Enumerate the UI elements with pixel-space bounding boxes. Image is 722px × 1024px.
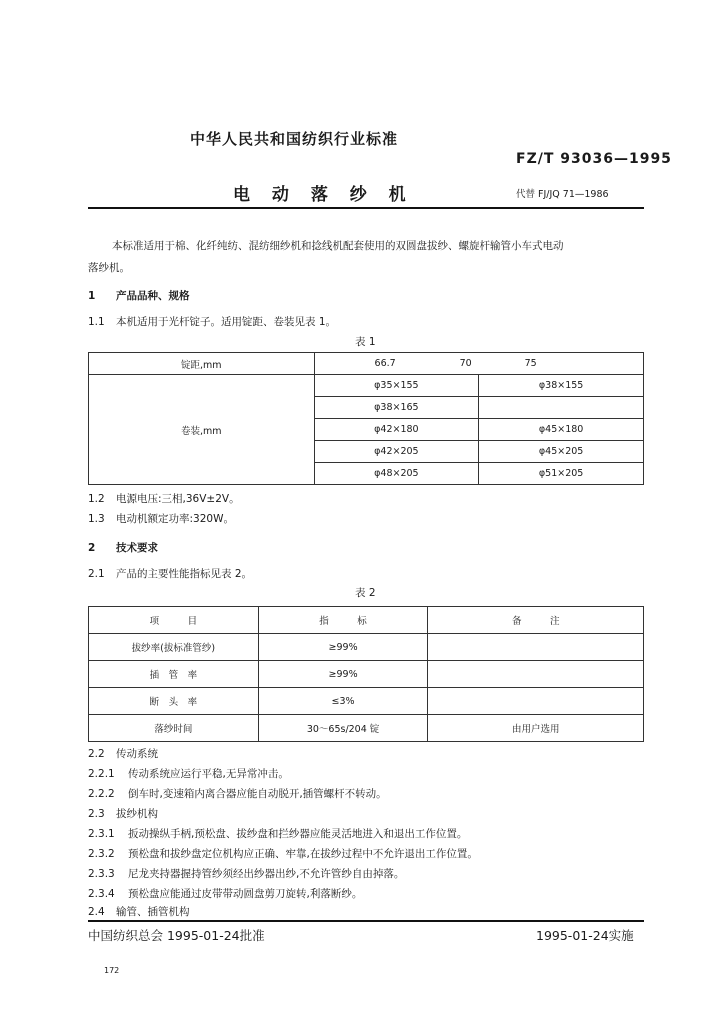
table-cell: ≥99%: [258, 661, 428, 688]
table-cell: φ51×205: [479, 463, 644, 485]
document-title: 电 动 落 纱 机: [233, 185, 414, 205]
table-cell: 插 管 率: [89, 661, 259, 688]
table-cell: ≤3%: [258, 688, 428, 715]
clause-text: 输管、插管机构: [116, 906, 190, 918]
table-cell: 落纱时间: [89, 715, 259, 742]
table-cell: φ45×205: [479, 441, 644, 463]
table-cell: φ45×180: [479, 419, 644, 441]
clause-2-3-4: [88, 886, 362, 901]
clause-2-3-2: [88, 846, 478, 861]
table-row: [89, 353, 644, 375]
clause-text: 电源电压:三相,36V±2V。: [116, 493, 240, 505]
table-row: [89, 688, 644, 715]
section-1-heading: [88, 288, 190, 303]
clause-2-2-1: [88, 766, 289, 781]
clause-1-1: [88, 314, 336, 329]
table-cell: φ42×180: [314, 419, 479, 441]
table-cell: φ42×205: [314, 441, 479, 463]
intro-line-2: 落纱机。: [88, 262, 130, 274]
approval-note: 中国纺织总会 1995-01-24批准: [88, 928, 265, 943]
table-header-cell: 指 标: [258, 607, 428, 634]
pitch-value: 66.7: [374, 358, 396, 369]
table-cell: [314, 353, 643, 375]
table-cell: φ38×165: [314, 397, 479, 419]
clause-number: 2.2: [88, 748, 105, 760]
table-header-cell: 项 目: [89, 607, 259, 634]
clause-number: 2.3.4: [88, 888, 115, 900]
clause-text: 预松盘和拔纱盘定位机构应正确、牢靠,在拔纱过程中不允许退出工作位置。: [128, 848, 478, 860]
clause-text: 本机适用于光杆锭子。适用锭距、卷装见表 1。: [116, 316, 337, 328]
pitch-value: 70: [459, 358, 472, 369]
table-row: [89, 634, 644, 661]
clause-2-1: [88, 566, 252, 581]
table-row: [89, 375, 644, 397]
replaces-note: 代替 FJ/JQ 71—1986: [516, 189, 609, 200]
table-cell: ≥99%: [258, 634, 428, 661]
clause-number: 1.2: [88, 493, 105, 505]
clause-text: 预松盘应能通过皮带带动圆盘剪刀旋转,利落断纱。: [128, 888, 363, 900]
table-cell: 锭距,mm: [89, 353, 315, 375]
table-cell: [428, 634, 644, 661]
table-cell: φ35×155: [314, 375, 479, 397]
page-number: 172: [104, 966, 120, 975]
clause-2-3-1: [88, 826, 467, 841]
clause-number: 2.3.1: [88, 828, 115, 840]
table-cell: 卷装,mm: [89, 375, 315, 485]
clause-number: 2.1: [88, 568, 105, 580]
clause-number: 2.3.2: [88, 848, 115, 860]
clause-1-3: [88, 511, 234, 526]
effective-date: 1995-01-24实施: [536, 928, 634, 943]
table-row: [89, 607, 644, 634]
section-number: 1: [88, 290, 96, 302]
clause-text: 倒车时,变速箱内离合器应能自动脱开,插管螺杆不转动。: [128, 788, 387, 800]
section-title: 产品品种、规格: [116, 290, 190, 302]
clause-2-3: [88, 806, 158, 821]
standard-code: FZ/T 93036—1995: [516, 151, 672, 167]
table-cell: 由用户选用: [428, 715, 644, 742]
table-cell: [479, 397, 644, 419]
clause-2-2-2: [88, 786, 387, 801]
section-2-heading: [88, 540, 158, 555]
clause-1-2: [88, 491, 240, 506]
clause-text: 拔纱机构: [116, 808, 158, 820]
clause-text: 传动系统: [116, 748, 158, 760]
clause-number: 2.2.2: [88, 788, 115, 800]
clause-text: 传动系统应运行平稳,无异常冲击。: [128, 768, 289, 780]
table-1-caption: 表 1: [355, 336, 376, 348]
table-row: [89, 715, 644, 742]
clause-2-4: [88, 904, 190, 919]
clause-2-2: [88, 746, 158, 761]
table-cell: [428, 688, 644, 715]
table-cell: [428, 661, 644, 688]
org-title: 中华人民共和国纺织行业标准: [190, 130, 399, 148]
clause-number: 2.3.3: [88, 868, 115, 880]
header-rule: [88, 207, 644, 209]
clause-text: 尼龙夹持器握持管纱须经出纱器出纱,不允许管纱自由掉落。: [128, 868, 405, 880]
clause-number: 1.3: [88, 513, 105, 525]
table-row: [89, 661, 644, 688]
section-number: 2: [88, 542, 96, 554]
table-cell: φ38×155: [479, 375, 644, 397]
footer-rule: [88, 920, 644, 922]
clause-number: 2.4: [88, 906, 105, 918]
clause-2-3-3: [88, 866, 404, 881]
section-title: 技术要求: [116, 542, 158, 554]
clause-number: 2.2.1: [88, 768, 115, 780]
clause-number: 2.3: [88, 808, 105, 820]
pitch-value: 75: [524, 358, 537, 369]
table-cell: 拔纱率(拔标准管纱): [89, 634, 259, 661]
table-cell: 断 头 率: [89, 688, 259, 715]
table-2-caption: 表 2: [355, 587, 376, 599]
table-cell: φ48×205: [314, 463, 479, 485]
clause-text: 产品的主要性能指标见表 2。: [116, 568, 253, 580]
table-header-cell: 备 注: [428, 607, 644, 634]
table-1: [88, 352, 644, 485]
intro-line-1: 本标准适用于棉、化纤纯纺、混纺细纱机和捻线机配套使用的双圆盘拔纱、螺旋杆输管小车式电动: [112, 240, 564, 252]
table-2: [88, 606, 644, 742]
table-cell: 30～65s/204 锭: [258, 715, 428, 742]
clause-text: 扳动操纵手柄,预松盘、拔纱盘和拦纱器应能灵活地进入和退出工作位置。: [128, 828, 468, 840]
clause-number: 1.1: [88, 316, 105, 328]
clause-text: 电动机额定功率:320W。: [116, 513, 234, 525]
